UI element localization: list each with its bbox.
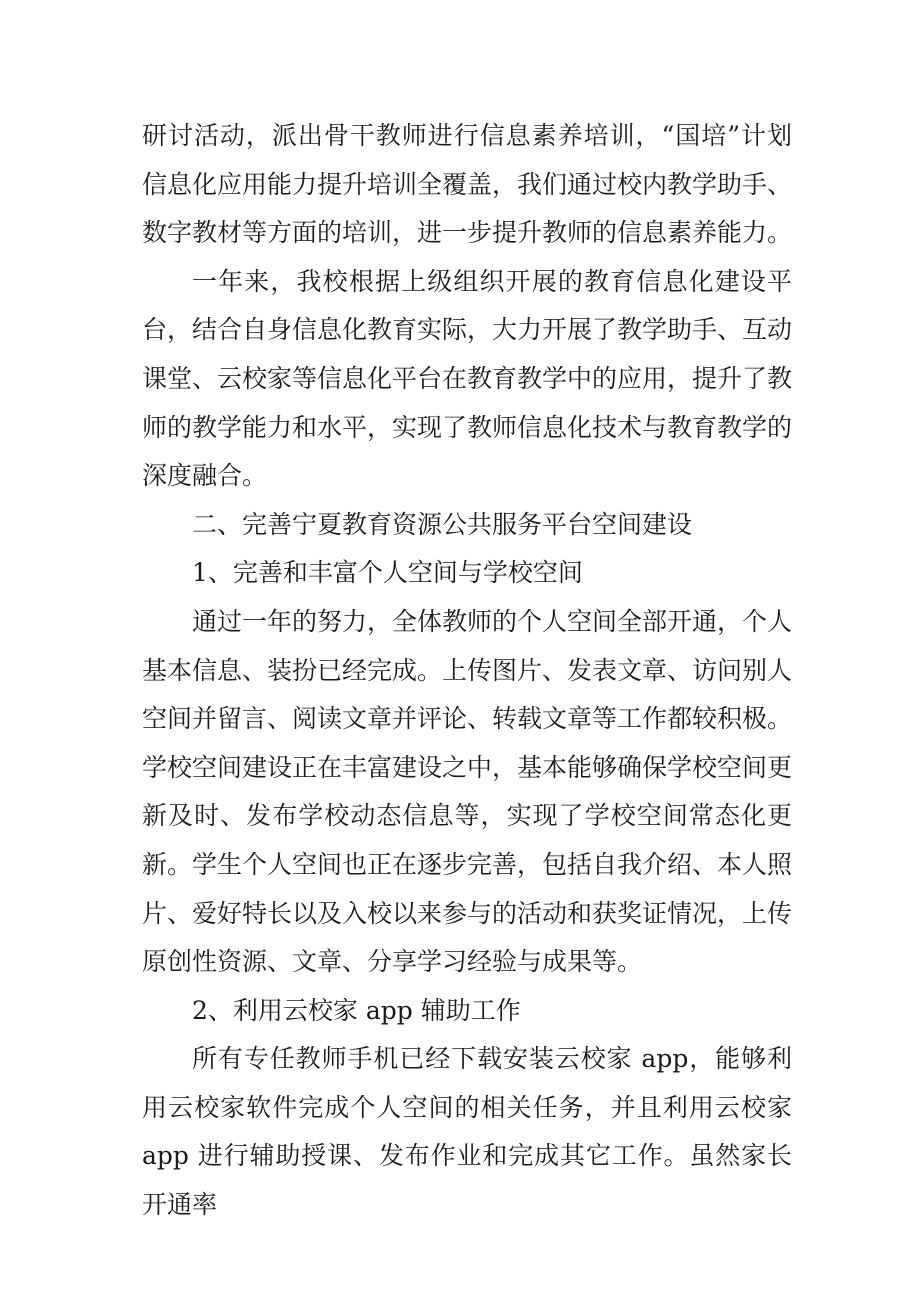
paragraph-app: 所有专任教师手机已经下载安装云校家 app，能够利用云校家软件完成个人空间的相关任务，并且利用云校家 app 进行辅助授课、发布作业和完成其它工作。虽然家长开通率 — [142, 1044, 792, 1220]
subheading-app: 2、利用云校家 app 辅助工作 — [192, 995, 521, 1025]
paragraph-year-summary: 一年来，我校根据上级组织开展的教育信息化建设平台，结合自身信息化教育实际，大力开展了教学助手、互动课堂、云校家等信息化平台在教育教学中的应用，提升了教师的教学能力和水平，实现了教师信息化技术与教育教学的深度融合。 — [142, 266, 793, 491]
paragraph-training: 研讨活动，派出骨干教师进行信息素养培训，“国培”计划信息化应用能力提升培训全覆盖，我们通过校内教学助手、数字教材等方面的培训，进一步提升教师的信息素养能力。 — [142, 121, 793, 248]
section-heading-platform: 二、完善宁夏教育资源公共服务平台空间建设 — [192, 509, 693, 539]
paragraph-personal-space: 通过一年的努力，全体教师的个人空间全部开通，个人基本信息、装扮已经完成。上传图片、发表文章、访问别人空间并留言、阅读文章并评论、转载文章等工作都较积极。学校空间建设正在丰富建设之中，基本能够确保学校空间更新及时、发布学校动态信息等，实现了学校空间常态化更新。学生个人空间也正在逐步完善，包括自我介绍、本人照片、爱好特长以及入校以来参与的活动和获奖证情况，上传原创性资源、文章、分享学习经验与成果等。 — [142, 606, 793, 977]
document-page — [142, 112, 792, 1230]
subheading-personal-space: 1、完善和丰富个人空间与学校空间 — [192, 558, 583, 588]
